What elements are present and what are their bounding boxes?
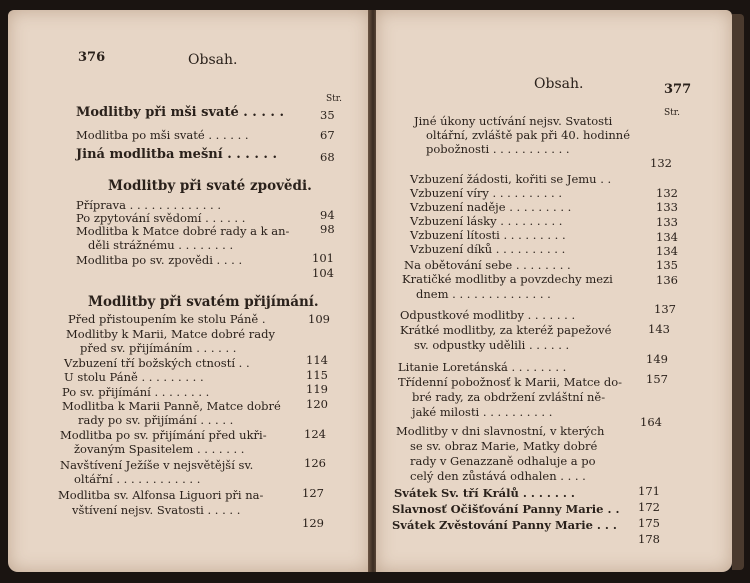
toc-entry: Svátek Sv. tří Králů . . . . . . . bbox=[394, 486, 575, 500]
toc-entry: Modlitba sv. Alfonsa Liguori při na- bbox=[58, 488, 264, 502]
toc-entry: pobožnosti . . . . . . . . . . . bbox=[426, 142, 570, 156]
toc-entry: sv. odpustky udělili . . . . . . bbox=[414, 338, 570, 352]
toc-entry: Na obětování sebe . . . . . . . . bbox=[404, 258, 571, 272]
toc-page: 68 bbox=[320, 150, 335, 164]
toc-entry: Modlitba k Marii Panně, Matce dobré bbox=[62, 399, 281, 413]
toc-page: 104 bbox=[312, 266, 334, 280]
toc-page: 132 bbox=[650, 156, 672, 170]
section-heading: Modlitby při svatém přijímání. bbox=[88, 294, 319, 310]
toc-page: 171 bbox=[638, 484, 660, 498]
toc-entry: Jiná modlitba mešní . . . . . . bbox=[76, 147, 277, 162]
toc-page: 94 bbox=[320, 208, 335, 222]
toc-page: 137 bbox=[654, 302, 676, 316]
toc-entry: Odpustkové modlitby . . . . . . . bbox=[400, 308, 576, 322]
section-heading: Modlitby při svaté zpovědi. bbox=[108, 178, 312, 194]
toc-page: 67 bbox=[320, 128, 335, 142]
toc-entry: Příprava . . . . . . . . . . . . . bbox=[76, 198, 222, 212]
page-number: 376 bbox=[78, 50, 106, 65]
right-page bbox=[376, 10, 732, 572]
toc-entry: Modlitba po mši svaté . . . . . . bbox=[76, 128, 249, 142]
toc-page: 120 bbox=[306, 397, 328, 411]
toc-entry: celý den zůstává odhalen . . . . bbox=[410, 469, 586, 483]
toc-entry: U stolu Páně . . . . . . . . . bbox=[64, 370, 204, 384]
toc-page: 136 bbox=[656, 273, 678, 287]
toc-page: 133 bbox=[656, 200, 678, 214]
toc-page: 114 bbox=[306, 353, 328, 367]
toc-entry: Modlitba po sv. zpovědi . . . . bbox=[76, 253, 243, 267]
toc-page: 127 bbox=[302, 486, 324, 500]
toc-entry: Modlitby při mši svaté . . . . . bbox=[76, 105, 284, 120]
str-label: Str. bbox=[326, 94, 342, 104]
toc-entry: Třídenní pobožnosť k Marii, Matce do- bbox=[398, 375, 623, 389]
book-edge bbox=[732, 14, 744, 570]
toc-entry: bré rady, za obdržení zvláštní ně- bbox=[412, 390, 606, 404]
toc-entry: Po sv. přijímání . . . . . . . . bbox=[62, 385, 210, 399]
toc-entry: Vzbuzení naděje . . . . . . . . . bbox=[410, 200, 572, 214]
toc-entry: se sv. obraz Marie, Matky dobré bbox=[410, 439, 598, 453]
toc-page: 101 bbox=[312, 251, 334, 265]
toc-entry: rady v Genazzaně odhaluje a po bbox=[410, 454, 596, 468]
toc-page: 172 bbox=[638, 500, 660, 514]
toc-entry: Vzbuzení lásky . . . . . . . . . bbox=[410, 214, 563, 228]
toc-entry: Vzbuzení díků . . . . . . . . . . bbox=[410, 242, 566, 256]
toc-page: 134 bbox=[656, 244, 678, 258]
toc-entry: před sv. přijímáním . . . . . . bbox=[80, 341, 237, 355]
toc-entry: Modlitby k Marii, Matce dobré rady bbox=[66, 327, 275, 341]
left-page bbox=[8, 10, 370, 572]
toc-entry: Modlitba k Matce dobré rady a k an- bbox=[76, 224, 290, 238]
toc-page: 133 bbox=[656, 215, 678, 229]
toc-entry: jaké milosti . . . . . . . . . . bbox=[412, 405, 553, 419]
toc-entry: Vzbuzení lítosti . . . . . . . . . bbox=[410, 228, 566, 242]
toc-page: 126 bbox=[304, 456, 326, 470]
toc-entry: Před přistoupením ke stolu Páně . bbox=[68, 312, 266, 326]
toc-page: 119 bbox=[306, 382, 328, 396]
str-label: Str. bbox=[664, 108, 680, 118]
toc-entry: děli strážnému . . . . . . . . bbox=[88, 238, 234, 252]
toc-entry: Litanie Loretánská . . . . . . . . bbox=[398, 360, 567, 374]
toc-page: 115 bbox=[306, 368, 328, 382]
toc-entry: rady po sv. přijímání . . . . . bbox=[78, 413, 234, 427]
toc-entry: Svátek Zvěstování Panny Marie . . . bbox=[392, 518, 617, 532]
toc-page: 157 bbox=[646, 372, 668, 386]
toc-entry: Po zpytování svědomí . . . . . . bbox=[76, 211, 246, 225]
running-head: Obsah. bbox=[534, 76, 584, 92]
page-number: 377 bbox=[664, 82, 692, 97]
toc-entry: Modlitby v dni slavnostní, v kterých bbox=[396, 424, 605, 438]
toc-entry: oltářní, zvláště pak při 40. hodinné bbox=[426, 128, 631, 142]
toc-entry: vštívení nejsv. Svatosti . . . . . bbox=[72, 503, 241, 517]
toc-entry: Krátké modlitby, za kteréž papežové bbox=[400, 323, 612, 337]
toc-entry: Vzbuzení tří božských ctností . . bbox=[64, 356, 250, 370]
toc-entry: dnem . . . . . . . . . . . . . . bbox=[416, 287, 551, 301]
toc-page: 134 bbox=[656, 230, 678, 244]
toc-entry: žovaným Spasitelem . . . . . . . bbox=[74, 442, 245, 456]
toc-entry: Modlitba po sv. přijímání před ukři- bbox=[60, 428, 267, 442]
toc-entry: Vzbuzení žádosti, kořiti se Jemu . . bbox=[410, 172, 612, 186]
toc-page: 149 bbox=[646, 352, 668, 366]
toc-entry: oltářní . . . . . . . . . . . . bbox=[74, 472, 201, 486]
toc-page: 129 bbox=[302, 516, 324, 530]
running-head: Obsah. bbox=[188, 52, 238, 68]
toc-entry: Slavnosť Očišťování Panny Marie . . bbox=[392, 502, 620, 516]
toc-entry: Kratičké modlitby a povzdechy mezi bbox=[402, 272, 613, 286]
toc-page: 124 bbox=[304, 427, 326, 441]
toc-entry: Jiné úkony uctívání nejsv. Svatosti bbox=[414, 114, 613, 128]
toc-entry: Navštívení Ježíše v nejsvětější sv. bbox=[60, 458, 254, 472]
toc-page: 178 bbox=[638, 532, 660, 546]
toc-entry: Vzbuzení víry . . . . . . . . . . bbox=[410, 186, 563, 200]
toc-page: 132 bbox=[656, 186, 678, 200]
toc-page: 109 bbox=[308, 312, 330, 326]
toc-page: 164 bbox=[640, 415, 662, 429]
toc-page: 143 bbox=[648, 322, 670, 336]
toc-page: 175 bbox=[638, 516, 660, 530]
toc-page: 35 bbox=[320, 108, 335, 122]
toc-page: 135 bbox=[656, 258, 678, 272]
toc-page: 98 bbox=[320, 222, 335, 236]
